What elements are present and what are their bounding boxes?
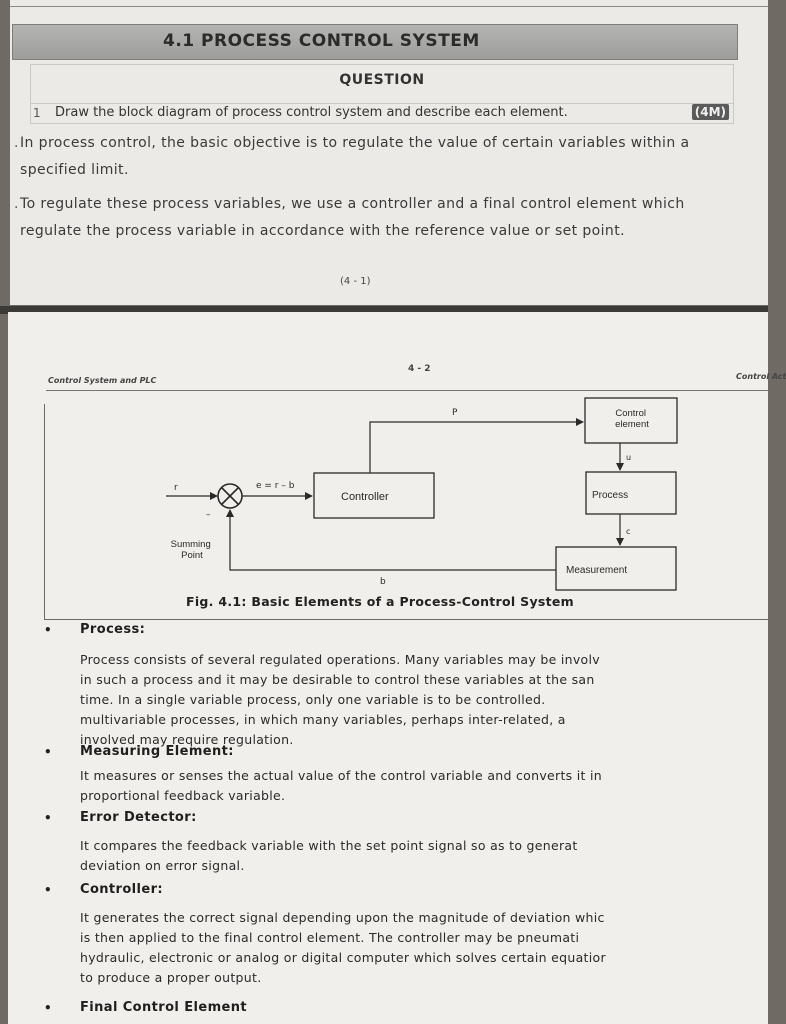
bullet-dot: • (44, 623, 52, 637)
bullet-dot: • (44, 811, 52, 825)
bullet-marker: . (14, 135, 19, 151)
feedback-line (230, 510, 556, 570)
page-number: (4 - 1) (340, 276, 371, 287)
item-body: Process consists of several regulated operations. Many variables may be involv in such a process and it may be desirable to control these variables at the san time. In a single variable process, only one variable is to be controlled. multivariable processes, in which many variables, perhaps inter-related, a involved may require regulation. (80, 652, 600, 747)
block-diagram (8, 312, 768, 612)
process-label: Process (592, 490, 629, 501)
question-marks-badge: (4M) (692, 104, 729, 120)
header-page-number: 4 - 2 (408, 364, 431, 374)
item-title: Final Control Element (80, 1000, 247, 1015)
paragraph-2-text: To regulate these process variables, we use a controller and a final control element which regulate the process variable in accordance with the reference value or set point. (20, 196, 685, 239)
question-heading: QUESTION (339, 72, 425, 88)
item-title: Controller: (80, 882, 164, 897)
section-title: 4.1 PROCESS CONTROL SYSTEM (163, 31, 480, 51)
b-label: b (380, 577, 386, 587)
figure-caption: Fig. 4.1: Basic Elements of a Process-Control System (186, 594, 575, 609)
item-title: Process: (80, 622, 146, 637)
item-title: Measuring Element: (80, 744, 234, 759)
item-body: It measures or senses the actual value of the control variable and converts it in proportional feedback variable. (80, 768, 603, 803)
bullet-dot: • (44, 883, 52, 897)
item-title: Error Detector: (80, 810, 197, 825)
summing-point-label-line1: Summing (170, 539, 211, 550)
r-label: r (174, 483, 178, 493)
item-body: It compares the feedback variable with the set point signal so as to generat deviation on error signal. (80, 838, 578, 873)
item-body: It generates the correct signal depending upon the magnitude of deviation whic is then applied to the final control element. The controller may be pneumati hydraulic, electronic or analog or digital computer which solves certain equatior to produce a proper output. (80, 910, 606, 985)
section-banner (12, 24, 738, 60)
p-label: P (452, 408, 458, 418)
header-chapter-title: Control Act (736, 372, 786, 381)
u-label: u (626, 453, 632, 462)
top-page (10, 0, 768, 305)
question-text: Draw the block diagram of process control system and describe each element. (55, 105, 568, 120)
question-box (30, 64, 734, 124)
paragraph-1 (14, 130, 740, 184)
control-element-label (615, 408, 649, 430)
p-signal-line (370, 422, 583, 473)
c-label: c (626, 527, 631, 536)
error-label: e = r – b (256, 481, 295, 491)
control-element-label-line1: Control (615, 408, 646, 419)
bottom-page (8, 312, 786, 1024)
bullet-dot: • (44, 1001, 52, 1015)
control-element-label-line2: element (615, 419, 649, 430)
question-number: 1 (33, 106, 41, 120)
header-book-title: Control System and PLC (48, 376, 157, 385)
bullet-dot: • (44, 745, 52, 759)
paragraph-1-text: In process control, the basic objective is to regulate the value of certain variables within a specified limit. (20, 135, 690, 178)
summing-point-label-line2: Point (181, 550, 203, 561)
summing-junction (218, 484, 242, 508)
top-rule (10, 6, 768, 7)
measurement-label: Measurement (566, 565, 628, 576)
question-row (31, 103, 733, 124)
minus-sign: – (206, 510, 211, 520)
summing-point-label (171, 539, 214, 561)
bullet-marker: . (14, 196, 19, 212)
paragraph-2 (14, 191, 740, 245)
controller-label: Controller (341, 491, 389, 503)
